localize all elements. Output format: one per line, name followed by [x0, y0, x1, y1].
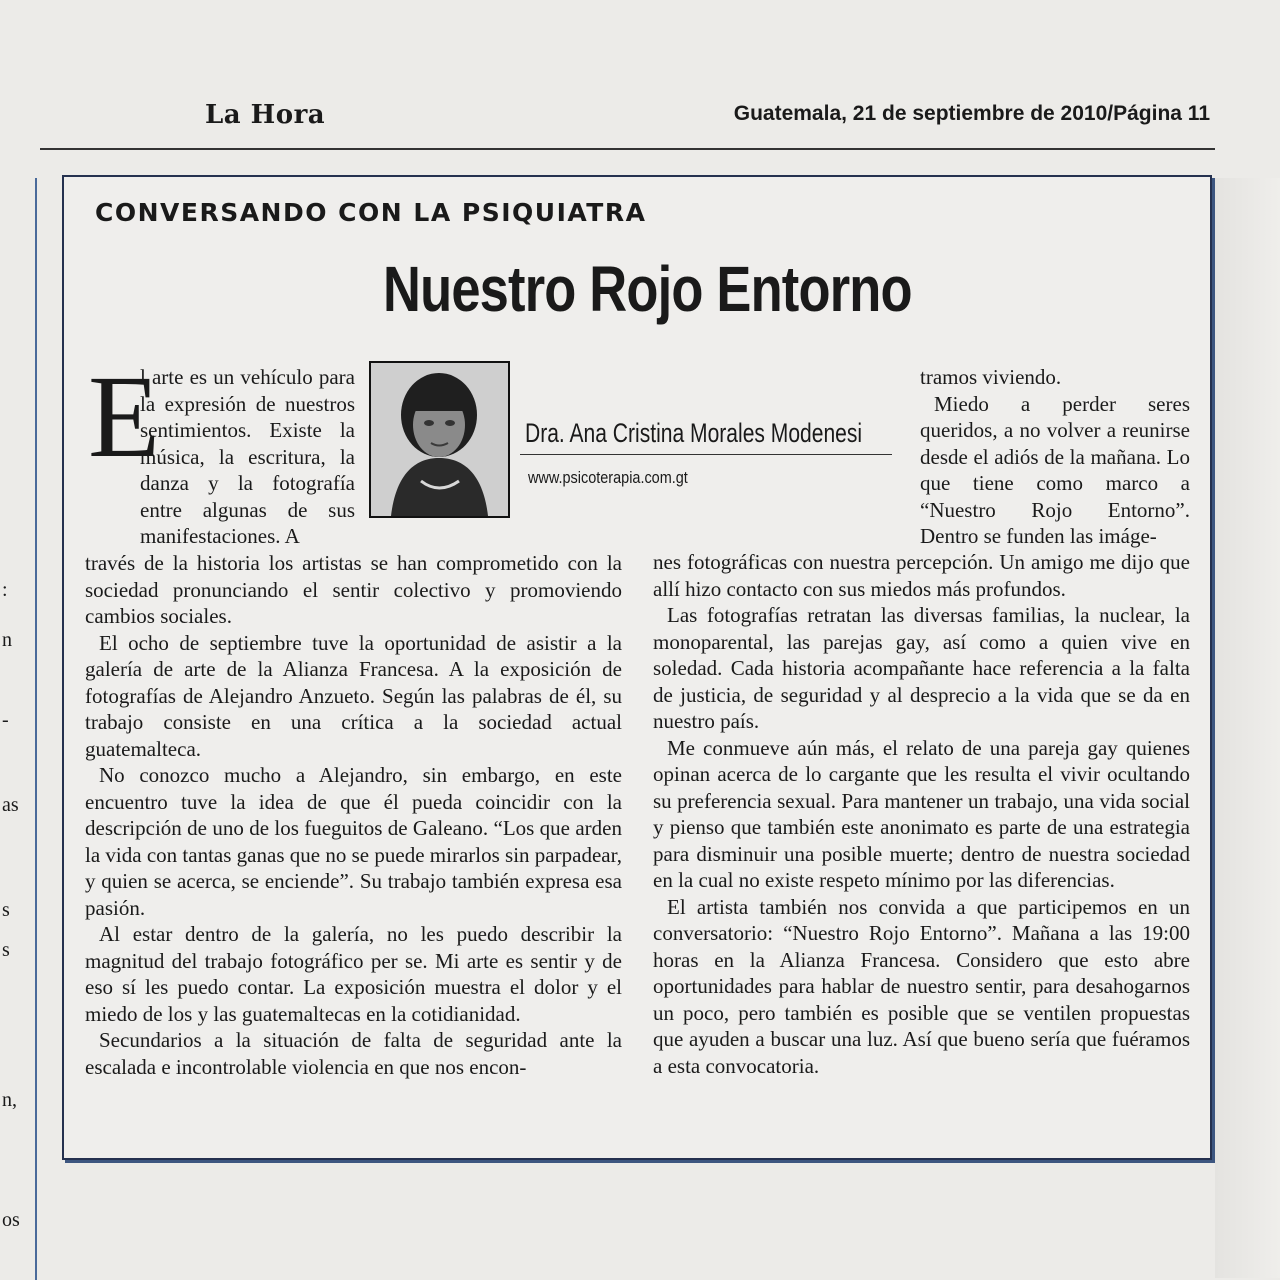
byline-rule: [520, 454, 892, 455]
drop-cap: E: [88, 351, 161, 482]
left-column-rule: [35, 178, 37, 1280]
article-headline: Nuestro Rojo Entorno: [383, 253, 912, 325]
left-column: [85, 550, 622, 1080]
paragraph: Miedo a perder seres queridos, a no volver a reunirse desde el adiós de la mañana. Lo que tiene como marco a “Nuestro Rojo Entorno”. Dentro se funden las imáge-: [920, 391, 1190, 548]
author-photo: [369, 361, 510, 518]
paragraph: No conozco mucho a Alejandro, sin embargo, en este encuentro tuve la idea de que él pueda coincidir con la descripción de uno de los fueguitos de Galeano. “Los que arden la vida con tantas ganas que no se puede mirarlos sin parpadear, y quien se acerca, se enciende”. Su trabajo también expresa esa pasión.: [85, 763, 622, 920]
newspaper-name: La Hora: [205, 100, 326, 130]
intro-paragraph: [140, 364, 355, 550]
fragment-text: s: [2, 939, 10, 961]
paragraph: Al estar dentro de la galería, no les puedo describir la magnitud del trabajo fotográfico per se. Mi arte es sentir y de eso sí les puedo contar. La exposición muestra el dolor y el miedo de los y las guatemaltecas en la cotidianidad.: [85, 922, 622, 1026]
paragraph: Me conmueve aún más, el relato de una pareja gay quienes opinan acerca de lo cargante que les resulta el vivir ocultando su preferencia sexual. Para mantener un trabajo, una vida social y pienso que también este anonimato es parte de una estrategia para disminuir una posible muerte; dentro de nuestra sociedad en la cual no existe respeto mínimo por las diferencias.: [653, 735, 1190, 892]
fragment-text: as: [2, 794, 19, 816]
fragment-text: n: [2, 629, 12, 651]
fragment-text: n,: [2, 1089, 17, 1111]
author-byline: Dra. Ana Cristina Morales Modenesi: [525, 418, 863, 448]
paragraph: tramos viviendo.: [920, 365, 1062, 389]
fragment-text: s: [2, 899, 10, 921]
issue-date-page: Guatemala, 21 de septiembre de 2010/Página 11: [733, 102, 1210, 125]
header-rule: [40, 148, 1215, 150]
fragment-text: os: [2, 1209, 20, 1231]
paragraph: través de la historia los artistas se han comprometido con la sociedad pronunciando el sentir colectivo y promoviendo cambios sociales.: [85, 551, 622, 628]
fragment-text: :: [2, 579, 8, 601]
paragraph: Las fotografías retratan las diversas familias, la nuclear, la monoparental, las parejas gay, así como a quien vive en soledad. Cada historia acompañante hace referencia a la falta de justicia, de seguridad y al desprecio a la vida que se da en nuestro país.: [653, 603, 1190, 733]
adjacent-page-edge: [1215, 178, 1280, 1278]
right-column: [653, 549, 1190, 1079]
section-label: CONVERSANDO CON LA PSIQUIATRA: [95, 198, 647, 227]
paragraph: El artista también nos convida a que participemos en un conversatorio: “Nuestro Rojo Entorno”. Mañana a las 19:00 horas en la Alianza Francesa. Considero que esto abre oportunidades para hablar de nuestro sentir, para desahogarnos un poco, pero también es posible que se ventilen propuestas que ayuden a buscar una luz. Así que bueno sería que fuéramos a esta convocatoria.: [653, 894, 1190, 1078]
paragraph: l arte es un vehículo para la expresión de nuestros sentimientos. Existe la música, la escritura, la danza y la fotografía entre algunas de sus manifestaciones. A: [140, 365, 355, 548]
paragraph: El ocho de septiembre tuve la oportunidad de asistir a la galería de arte de la Alianza Francesa. A la exposición de fotografías de Alejandro Anzueto. Según las palabras de él, su trabajo consiste en una crítica a la sociedad actual guatemalteca.: [85, 630, 622, 761]
author-website: www.psicoterapia.com.gt: [528, 468, 688, 487]
paragraph: nes fotográficas con nuestra percepción. Un amigo me dijo que allí hizo contacto con sus miedos más profundos.: [653, 550, 1190, 601]
right-column-top: [920, 364, 1190, 550]
fragment-text: -: [2, 709, 9, 731]
paragraph: Secundarios a la situación de falta de seguridad ante la escalada e incontrolable violencia en que nos encon-: [85, 1028, 622, 1079]
